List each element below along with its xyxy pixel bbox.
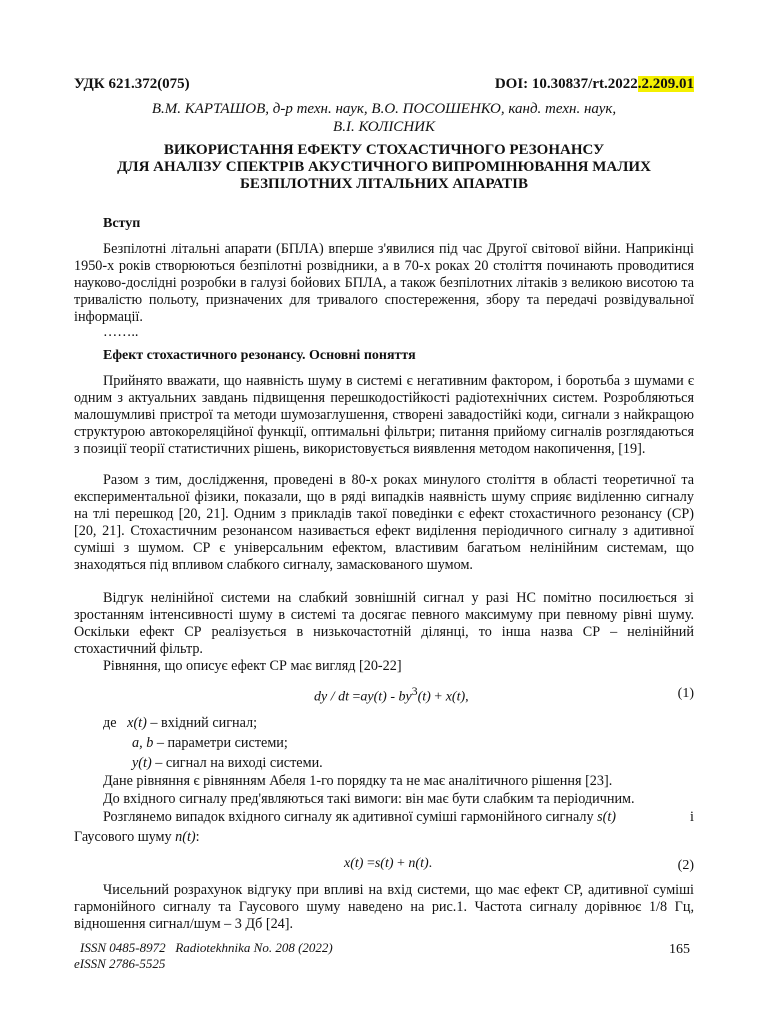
sr-paragraph-6: До вхідного сигналу пред'являються такі вимоги: він має бути слабким та періодичним. [103, 791, 635, 807]
where-x: де x(t) – вхідний сигнал; [103, 715, 258, 731]
intro-ellipsis: …….. [103, 324, 139, 340]
sr-paragraph-3: Відгук нелінійної системи на слабкий зовнішній сигнал у разі НС помітно посилюється зі зростанням інтенсивності шуму в системі та досягає певного максимуму при певному рівні шуму. Оскільки ефект СР реалізується в низькочастотній ділянці, то інша назва СР – нелінійний стохастичний фільтр. [74, 590, 694, 657]
authors [74, 100, 694, 136]
title-line-3: БЕЗПІЛОТНИХ ЛІТАЛЬНИХ АПАРАТІВ [240, 176, 528, 192]
sr-paragraph-4: Рівняння, що описує ефект СР має вигляд [20-22] [103, 658, 402, 674]
footer-eissn: eISSN 2786-5525 [74, 956, 166, 971]
paper-title [74, 142, 694, 193]
sr-paragraph-2: Разом з тим, дослідження, проведені в 80-х роках минулого століття в області теоретичної та експериментальної фізики, показали, що в ряді випадків наявність шуму сприяє виділенню сигналу на тлі перешкод [20, 21]. Одним з прикладів такої поведінки є ефект стохастичного резонансу (СР) [20, 21]. Стохастичним резонансом називається ефект виділення періодичного сигналу з адитивної суміші з шумом. СР є універсальним ефектом, властивим багатьом нелінійним системам, що знаходяться під впливом слабкого сигналу, замаскованого шумом. [74, 472, 694, 573]
sr-paragraph-7-line-2: Гаусового шуму n(t): [74, 829, 200, 845]
intro-paragraph: Безпілотні літальні апарати (БПЛА) вперше з'явилися під час Другої світової війни. Наприкінці 1950-х років створюються безпілотні розвідники, а в 70-х роках 20 століття починають проводитися науково-дослідні розробки в галузі бойових БПЛА, а також безпілотних літаків з великою висотою та тривалістю польоту, призначених для тривалого спостереження, збору та передачі розвідувальної інформації. [74, 241, 694, 325]
equation-1: dy / dt $=ay(t) - by^3(t) + x(t)$, [314, 685, 469, 705]
section-heading-intro: Вступ [103, 216, 141, 231]
title-line-1: ВИКОРИСТАННЯ ЕФЕКТУ СТОХАСТИЧНОГО РЕЗОНАНСУ [163, 142, 605, 158]
sr-paragraph-8: Чисельний розрахунок відгуку при впливі на вхід системи, що має ефект СР, адитивної суміші гармонійного сигналу та Гаусового шуму наведено на рис.1. Частота сигналу дорівнює 1/8 Гц, відношення сигнал/шум – 3 Дб [24]. [74, 882, 694, 932]
equation-2-number: (2) [677, 858, 694, 873]
title-line-2: ДЛЯ АНАЛІЗУ СПЕКТРІВ АКУСТИЧНОГО ВИПРОМІНЮВАННЯ МАЛИХ [117, 159, 651, 175]
equation-2: x(t) =s(t) + n(t). [344, 856, 433, 871]
paper-page [74, 0, 694, 1024]
section-heading-sr: Ефект стохастичного резонансу. Основні поняття [103, 348, 416, 363]
doi-prefix: DOI: 10.30837/rt.2022 [494, 76, 638, 92]
sr-paragraph-7-line-1: Розглянемо випадок вхідного сигналу як адитивної суміші гармонійного сигналу s(t) і [103, 809, 694, 825]
udk-code: УДК 621.372(075) [74, 76, 190, 92]
equation-1-number: (1) [677, 686, 694, 701]
sr-paragraph-5: Дане рівняння є рівнянням Абеля 1-го порядку та не має аналітичного рішення [23]. [103, 773, 613, 789]
doi[interactable] [495, 76, 694, 93]
sr-paragraph-1: Прийнято вважати, що наявність шуму в системі є негативним фактором, і боротьба з шумами є одним з актуальних завдань підвищення перешкодостійкості радіотехнічних систем. Розробляються малошумливі пристрої та методи шумозаглушення, створені завадостійкі коди, сигнали з найкращою структурою автокореляційної функції, оптимальні фільтри; питання прийому сигналів розглядаються з позиції теорії статистичних рішень, використовується виявлення методом накопичення, [19]. [74, 373, 694, 457]
authors-line-2: В.І. КОЛІСНИК [333, 119, 435, 135]
where-y: y(t) – сигнал на виході системи. [132, 755, 323, 771]
authors-line-1: В.М. КАРТАШОВ, д-р техн. наук, В.О. ПОСОШЕНКО, канд. техн. наук, [151, 101, 617, 117]
where-ab: a, b – параметри системи; [132, 735, 288, 751]
footer-journal-info [74, 940, 333, 972]
footer-issn-line: ISSN 0485-8972 Radiotekhnika No. 208 (2022) [80, 940, 333, 955]
doi-highlight: .2.209.01 [637, 76, 694, 92]
page-number: 165 [669, 942, 690, 957]
